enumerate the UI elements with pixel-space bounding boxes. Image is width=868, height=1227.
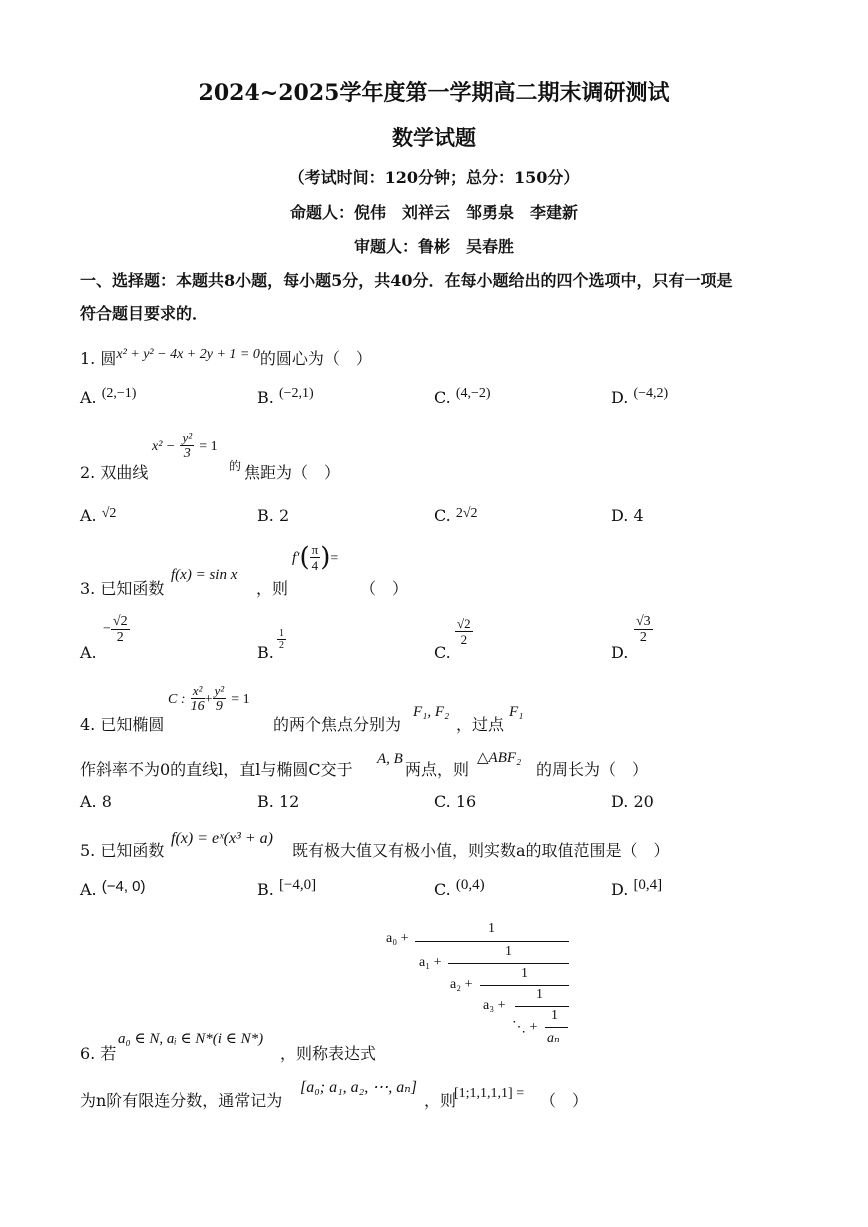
q6-suffix: ，则称表达式 [280,1044,377,1063]
q4-foci: F₁, F₂ [413,704,450,720]
cf-one-4: 1 [536,987,543,1002]
q3-option-d-label: D. [611,643,629,662]
q4-equation: C : $\frac{\text{x²}}{16}$ + $\frac{\text{y²}}{9}$ = 1 [168,683,250,714]
cf-bar-5 [545,1027,568,1028]
question-1 [80,346,372,369]
q2-equation: x² − $\frac{\text{y²}}{3}$ = 1 [152,430,218,461]
q3-option-d-value: $\frac{√3}{2}$ [636,614,651,645]
section-heading-line2: 符合题目要求的． [80,304,209,323]
q1-option-c: C. (4,−2) [434,386,491,407]
q3-option-c-label: C. [434,643,451,662]
q6-line2-b: ，则 [424,1091,457,1110]
q4-line2-a: 作斜率不为0的直线l，直l与椭圆C交于 [80,760,353,779]
q4-line2-c: 的周长为（ ） [536,760,649,779]
q4-ab: A, B [377,751,403,767]
cf-one-5: 1 [551,1008,558,1023]
q4-option-a: A. 8 [80,792,112,811]
q4-f1: F₁ [509,704,524,720]
q4-option-c: C. 16 [434,792,477,811]
q1-option-d: D. (−4,2) [611,386,669,407]
q5-function: f(x) = eˣ(x³ + a) [171,830,273,847]
q4-option-d: D. 20 [611,792,654,811]
q5-option-a: A. (−4, 0) [80,878,146,899]
cf-bar-2 [448,963,569,964]
q4-mid: 的两个焦点分别为 [273,715,402,734]
exam-info: （考试时间：120分钟；总分：150分） [288,168,580,187]
q5-option-c: C. (0,4) [434,877,485,899]
cf-one-3: 1 [521,966,528,981]
section-heading-line1: 一、选择题：本题共8小题，每小题5分，共40分．在每小题给出的四个选项中，只有一项是 [80,271,733,290]
q4-triangle: △ABF₂ [477,750,522,766]
cf-a3: a₃ + [483,998,506,1013]
cf-an: aₙ [547,1031,560,1046]
q6-line2-c: （ ） [540,1091,589,1110]
q2-option-d: D. 4 [611,506,644,525]
q2-option-b: B. 2 [257,506,290,525]
exam-title: 2024~2025学年度第一学期高二期末调研测试 [198,80,670,106]
q5-prefix: 5. 已知函数 [80,841,165,860]
q3-option-c-value: $\frac{√2}{2}$ [457,616,471,647]
cf-a0: a₀ + [386,931,409,946]
q2-de: 的 [229,459,242,473]
q1-prefix: 1. 圆 [80,349,117,368]
q6-prefix: 6. 若 [80,1044,117,1063]
q1-equation: x² + y² − 4x + 2y + 1 = 0 [116,347,260,362]
q5-option-b: B. [−4,0] [257,877,317,899]
q4-line2-b: 两点，则 [405,760,470,779]
q6-condition: a₀ ∈ N, aᵢ ∈ N*(i ∈ N*) [118,1031,264,1047]
exam-subtitle: 数学试题 [392,125,476,150]
q2-prefix: 2. 双曲线 [80,463,149,482]
cf-bar-4 [515,1006,569,1007]
q5-suffix: 既有极大值又有极小值，则实数a的取值范围是（ ） [292,841,670,860]
q4-option-b: B. 12 [257,792,300,811]
q2-suffix: 焦距为（ ） [244,463,341,482]
q2-option-a: A. √2 [80,506,117,525]
q3-suffix: （ ） [360,579,409,598]
cf-bar-1 [415,941,569,942]
q6-notation: [a₀; a₁, a₂, ⋯, aₙ] [300,1079,417,1096]
cf-a1: a₁ + [419,955,442,970]
q3-option-b-value: $\frac{1}{2}$ [279,628,284,651]
cf-one-2: 1 [505,944,512,959]
q5-option-d: D. [0,4] [611,877,663,899]
q1-suffix: 的圆心为（ ） [259,349,372,368]
q3-option-a-value: − $\frac{√2}{2}$ [103,614,128,645]
cf-dots: ⋱ + [512,1020,538,1035]
reviewers: 审题人：鲁彬 吴春胜 [353,237,514,256]
q1-option-a: A. (2,−1) [80,386,137,407]
q3-option-a-label: A. [80,643,97,662]
proposers: 命题人：倪伟 刘祥云 邹勇泉 李建新 [289,203,578,222]
cf-bar-3 [480,985,569,986]
q3-option-b-label: B. [257,643,274,662]
q3-mid: ，则 [256,579,289,598]
q3-derivative: f′( $\frac{\pi}{4}$ )= [292,542,339,573]
cf-a2: a₂ + [450,977,473,992]
q2-fraction: $\frac{\text{y²}}{3}$ [182,430,193,461]
q2-option-c: C. 2√2 [434,506,478,525]
q6-line2-a: 为n阶有限连分数，通常记为 [80,1091,283,1110]
q4-mid2: ，过点 [456,715,505,734]
q3-function: f(x) = sin x [171,567,238,583]
q6-expression: [1;1,1,1,1] = [454,1086,525,1101]
q4-prefix: 4. 已知椭圆 [80,715,165,734]
q3-prefix: 3. 已知函数 [80,579,165,598]
q1-option-b: B. (−2,1) [257,386,314,407]
cf-one-1: 1 [488,921,495,936]
